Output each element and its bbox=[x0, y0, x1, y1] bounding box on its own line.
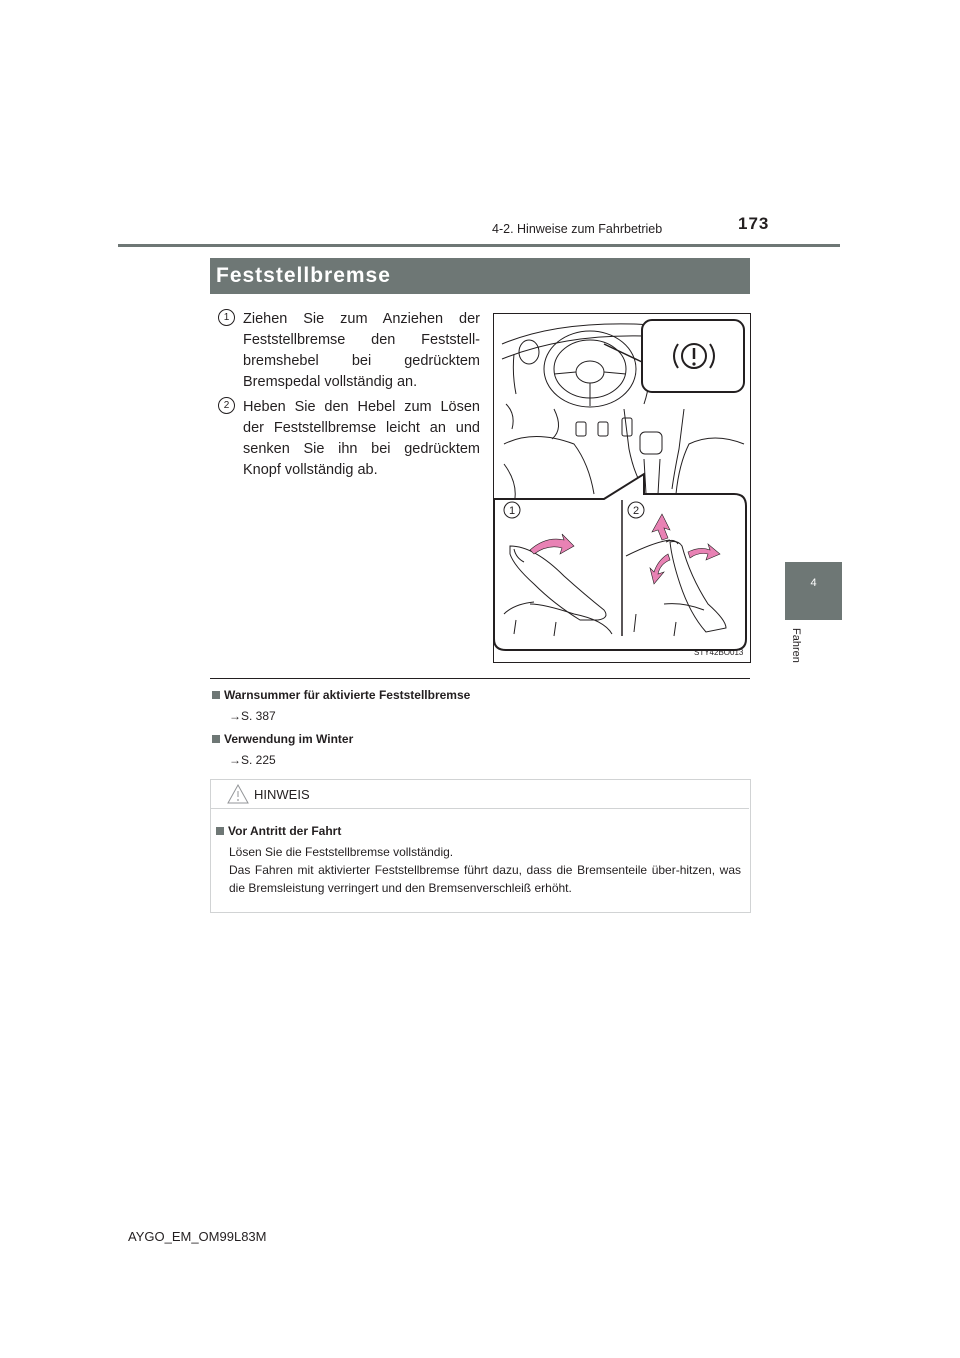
document-code: AYGO_EM_OM99L83M bbox=[128, 1229, 267, 1244]
step-1 bbox=[218, 309, 480, 393]
bullet-square-icon bbox=[212, 691, 220, 699]
chapter-label bbox=[786, 628, 806, 688]
caution-title: HINWEIS bbox=[254, 787, 310, 802]
parking-brake-illustration bbox=[493, 313, 751, 663]
caution-body bbox=[229, 843, 741, 897]
figure-callout-1: 1 bbox=[508, 505, 516, 517]
note-heading-text: Warnsummer für aktivierte Feststellbremse bbox=[224, 688, 471, 702]
note-heading bbox=[212, 732, 353, 746]
divider-rule bbox=[210, 678, 750, 679]
page-reference-link[interactable]: →S. 387 bbox=[229, 709, 276, 723]
caution-body-line-2: Das Fahren mit aktivierter Feststellbremse führt dazu, dass die Bremsenteile über-hitzen, was die Bremsleistung verringert und den Bremsenverschleiß erhöht. bbox=[229, 863, 741, 895]
page-reference-link[interactable]: →S. 225 bbox=[229, 753, 276, 767]
step-2-text: Heben Sie den Hebel zum Lösen der Feststellbremse leicht an und senken Sie ihn bei gedrücktem Knopf vollständig ab. bbox=[243, 399, 480, 478]
figure-callout-2: 2 bbox=[632, 505, 640, 517]
note-heading bbox=[212, 688, 470, 702]
section-title: Feststellbremse bbox=[216, 264, 391, 287]
page-number: 173 bbox=[738, 214, 770, 233]
step-2 bbox=[218, 397, 480, 481]
chapter-number: 4 bbox=[810, 577, 817, 589]
caution-header-rule bbox=[211, 808, 749, 809]
caution-body-line-1: Lösen Sie die Feststellbremse vollständig. bbox=[229, 845, 454, 859]
chapter-tab[interactable] bbox=[785, 562, 842, 620]
header-rule bbox=[118, 244, 840, 247]
step-1-number: 1 bbox=[218, 309, 235, 326]
figure-code: STY42BO013 bbox=[694, 648, 744, 657]
bullet-square-icon bbox=[216, 827, 224, 835]
caution-subheading-text: Vor Antritt der Fahrt bbox=[228, 824, 342, 838]
warning-triangle-icon bbox=[226, 783, 250, 810]
step-1-text: Ziehen Sie zum Anziehen der Feststellbremse den Feststell-bremshebel bei gedrücktem Bremspedal vollständig an. bbox=[243, 311, 480, 390]
chapter-label-text: Fahren bbox=[790, 628, 802, 663]
step-2-number: 2 bbox=[218, 397, 235, 414]
caution-subheading bbox=[216, 824, 341, 838]
bullet-square-icon bbox=[212, 735, 220, 743]
section-reference: 4-2. Hinweise zum Fahrbetrieb bbox=[492, 222, 663, 236]
note-heading-text: Verwendung im Winter bbox=[224, 732, 354, 746]
